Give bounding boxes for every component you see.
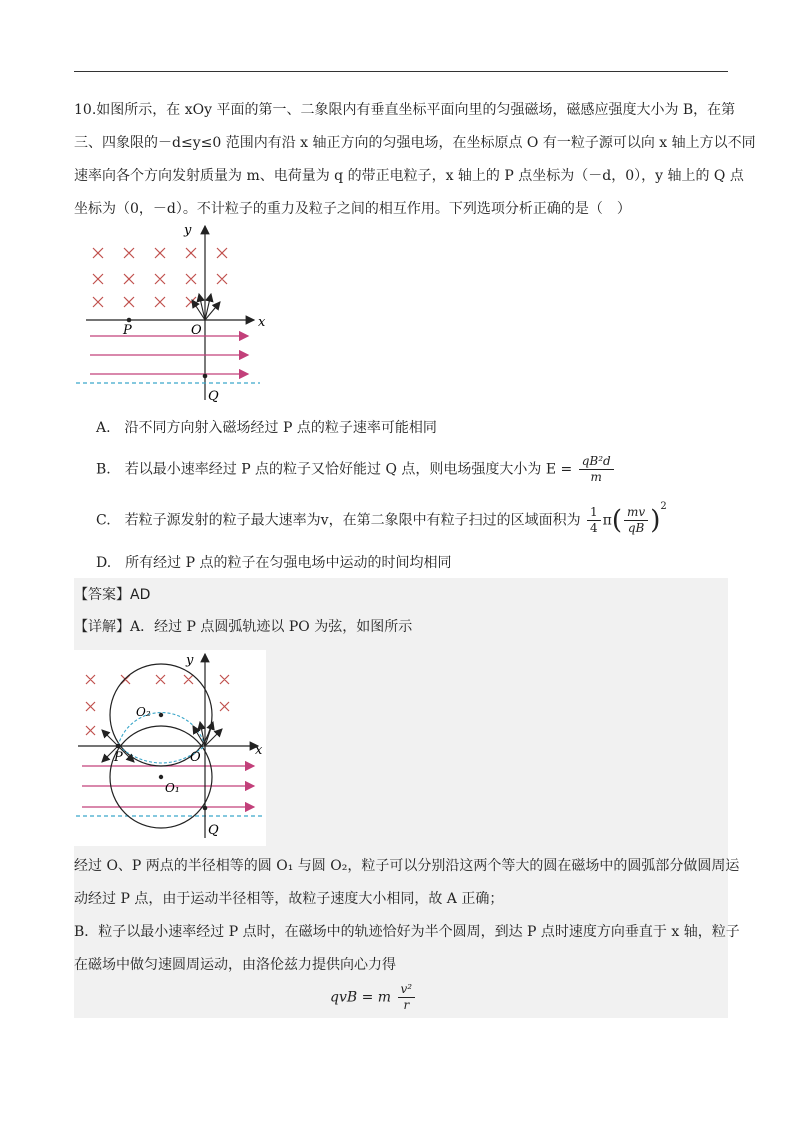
point-q-label: Q xyxy=(208,389,219,404)
semicircle-trajectory xyxy=(118,713,205,746)
origin-label: O xyxy=(191,323,202,338)
center-o1-label: O₁ xyxy=(165,781,180,795)
option-c-coefficient xyxy=(587,505,601,536)
y-axis-label: y xyxy=(184,223,192,238)
answer-line xyxy=(74,585,150,605)
center-o2-dot xyxy=(159,713,163,717)
x-axis-label: x xyxy=(258,315,266,330)
answer-value: AD xyxy=(130,587,151,603)
magnetic-field-crosses xyxy=(93,248,227,307)
option-b-fraction xyxy=(579,454,614,485)
question-line-1: 10.如图所示，在 xOy 平面的第一、二象限内有垂直坐标平面向里的匀强磁场，磁感应强度大小为 B，在第 xyxy=(74,102,736,118)
y-axis-label-2: y xyxy=(186,653,194,668)
point-q-dot xyxy=(203,374,208,379)
point-p-dot xyxy=(127,318,132,323)
point-p-label: P xyxy=(123,323,132,338)
option-c-pi: π xyxy=(602,512,612,529)
center-o1-dot xyxy=(159,775,163,779)
detail-para-1: 经过 O、P 两点的半径相等的圆 O₁ 与圆 O₂，粒子可以分别沿这两个等大的圆在磁场中的圆弧部分做圆周运 xyxy=(74,858,740,874)
electric-field-arrows xyxy=(90,336,248,374)
question-line-4: 坐标为（0，－d）。不计粒子的重力及粒子之间的相互作用。下列选项分析正确的是（ ） xyxy=(74,201,631,217)
detail-para-3: B．粒子以最小速率经过 P 点时，在磁场中的轨迹恰好为半个圆周，到达 P 点时速度方向垂直于 x 轴，粒子 xyxy=(74,924,740,940)
detail-para-2: 动经过 P 点，由于运动半径相等，故粒子速度大小相同，故 A 正确； xyxy=(74,891,504,907)
detail-label: 【详解】 xyxy=(74,619,130,635)
option-b-text: B. 若以最小速率经过 P 点的粒子又恰好能过 Q 点，则电场强度大小为 E = xyxy=(96,461,573,478)
formula-fraction xyxy=(398,982,416,1013)
answer-label: 【答案】 xyxy=(74,587,130,603)
question-line-3: 速率向各个方向发射质量为 m、电荷量为 q 的带正电粒子，x 轴上的 P 点坐标为（－d，0），y 轴上的 Q 点 xyxy=(74,168,744,184)
formula-left: qvB = m xyxy=(330,989,392,1006)
lorentz-formula xyxy=(330,982,417,1013)
option-c-inner-num: mv xyxy=(624,505,648,521)
point-p-label-2: P xyxy=(114,750,123,765)
center-o2-label: O₂ xyxy=(136,705,151,719)
x-axis-label-2: x xyxy=(255,743,263,758)
point-q-label-2: Q xyxy=(208,823,219,838)
detail-a-intro: A．经过 P 点圆弧轨迹以 PO 为弦，如图所示 xyxy=(130,619,413,635)
question-figure xyxy=(72,220,272,410)
question-line-2: 三、四象限的－d≤y≤0 范围内有沿 x 轴正方向的匀强电场，在坐标原点 O 有一粒子源可以向 x 轴上方以不同 xyxy=(74,135,756,151)
option-c-coef-den: 4 xyxy=(590,521,598,535)
emission-arrows xyxy=(192,294,220,320)
option-c-inner-fraction xyxy=(624,505,648,536)
formula-numerator: v² xyxy=(398,982,416,998)
option-d: D. 所有经过 P 点的粒子在匀强电场中运动的时间均相同 xyxy=(96,555,452,571)
option-b-denominator: m xyxy=(590,470,602,484)
option-b xyxy=(96,454,616,485)
option-a: A. 沿不同方向射入磁场经过 P 点的粒子速率可能相同 xyxy=(96,420,437,436)
option-c-inner-den: qB xyxy=(627,521,645,535)
detail-para-4: 在磁场中做匀速圆周运动，由洛伦兹力提供向心力得 xyxy=(74,957,396,973)
header-rule xyxy=(74,71,728,72)
origin-label-2: O xyxy=(190,750,201,765)
formula-denominator: r xyxy=(403,998,410,1012)
option-c: C. 若粒子源发射的粒子最大速率为v，在第二象限中有粒子扫过的区域面积为 $\frac{1}{4}$ π( $\frac{mv}{qB}$ )$^2$ xyxy=(96,500,667,536)
option-c-coef-num: 1 xyxy=(587,505,601,521)
detail-figure xyxy=(74,650,266,846)
option-c-exponent: 2 xyxy=(660,500,667,512)
option-b-numerator: qB²d xyxy=(579,454,614,470)
option-c-text: C. 若粒子源发射的粒子最大速率为v，在第二象限中有粒子扫过的区域面积为 xyxy=(96,512,581,529)
detail-line xyxy=(74,617,412,637)
